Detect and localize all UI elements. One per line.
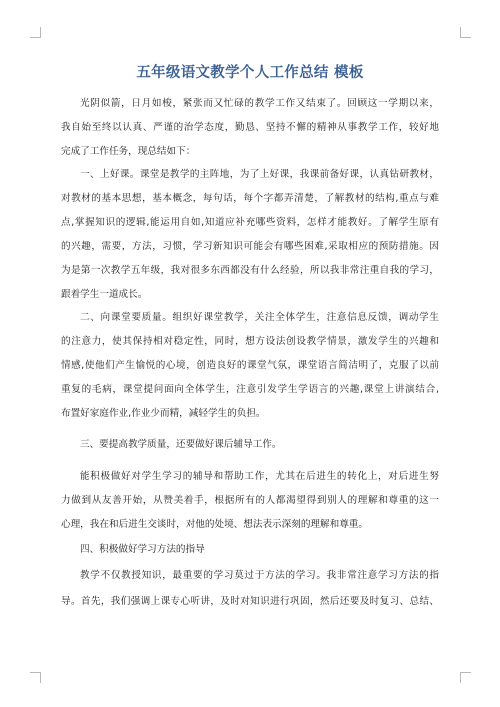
text-line-p3-1: 二、向课堂要质量。组织好课堂教学，关注全体学生，注意信息反馈，调动学生 [80,312,439,323]
section-heading-4: 四、积极做好学习方法的指导 [80,544,205,555]
text-line-p2-2: 对教材的基本思想，基本概念，每句话，每个字都弄清楚，了解教材的结构,重点与难 [61,193,439,204]
text-line-p2-5: 为是第一次教学五年级，我对很多东西都没有什么经验，所以我非常注重自我的学习， [61,265,439,276]
text-line-p3-2: 的注意力，使其保持相对稳定性，同时，想方设法创设教学情景，激发学生的兴趣和 [61,336,439,347]
section-heading-3: 三、要提高教学质量，还要做好课后辅导工作。 [80,439,282,450]
text-line-p5-2: 导。首先，我们强调上课专心听讲，及时对知识进行巩固，然后还要及时复习、总结、 [61,596,439,607]
text-line-p1-3: 完成了工作任务，现总结如下： [61,146,196,157]
text-line-p4-1: 能积极做好对学生学习的辅导和帮助工作，尤其在后进生的转化上，对后进生努 [80,471,439,482]
text-line-p4-2: 力做到从友善开始，从赞美着手，根据所有的人都渴望得到别人的理解和尊重的这一 [61,495,439,506]
text-line-p1-1: 光阴似箭，日月如梭，紧张而又忙碌的教学工作又结束了。回顾这一学期以来， [80,98,439,109]
document-title: 五年级语文教学个人工作总结 模板 [136,65,364,81]
text-line-p2-1: 一、上好课。课堂是教学的主阵地，为了上好课，我课前备好课，认真钻研教材， [80,169,439,180]
text-line-p2-6: 跟着学生一道成长。 [61,289,148,300]
text-line-p3-5: 布置好家庭作业,作业少而精，减轻学生的负担。 [61,408,266,419]
text-line-p3-4: 重复的毛病，课堂提问面向全体学生，注意引发学生学语言的兴趣,课堂上讲演结合, [61,384,439,395]
text-line-p2-3: 点,掌握知识的逻辑,能运用自如,知道应补充哪些资料，怎样才能教好。了解学生原有 [61,217,439,228]
text-line-p2-4: 的兴趣，需要，方法，习惯，学习新知识可能会有哪些困难,采取相应的预防措施。因 [61,241,439,252]
text-line-p3-3: 情感,使他们产生愉悦的心境，创造良好的课堂气氛，课堂语言简洁明了，克服了以前 [61,360,439,371]
text-line-p4-3: 心理，我在和后进生交谈时，对他的处境、想法表示深刻的理解和尊重。 [61,519,368,530]
text-line-p5-1: 教学不仅教授知识，最重要的学习莫过于方法的学习。我非常注意学习方法的指 [80,570,439,581]
text-line-p1-2: 我自始至终以认真、严谨的治学态度，勤恳、坚持不懈的精神从事教学工作，较好地 [61,122,439,133]
